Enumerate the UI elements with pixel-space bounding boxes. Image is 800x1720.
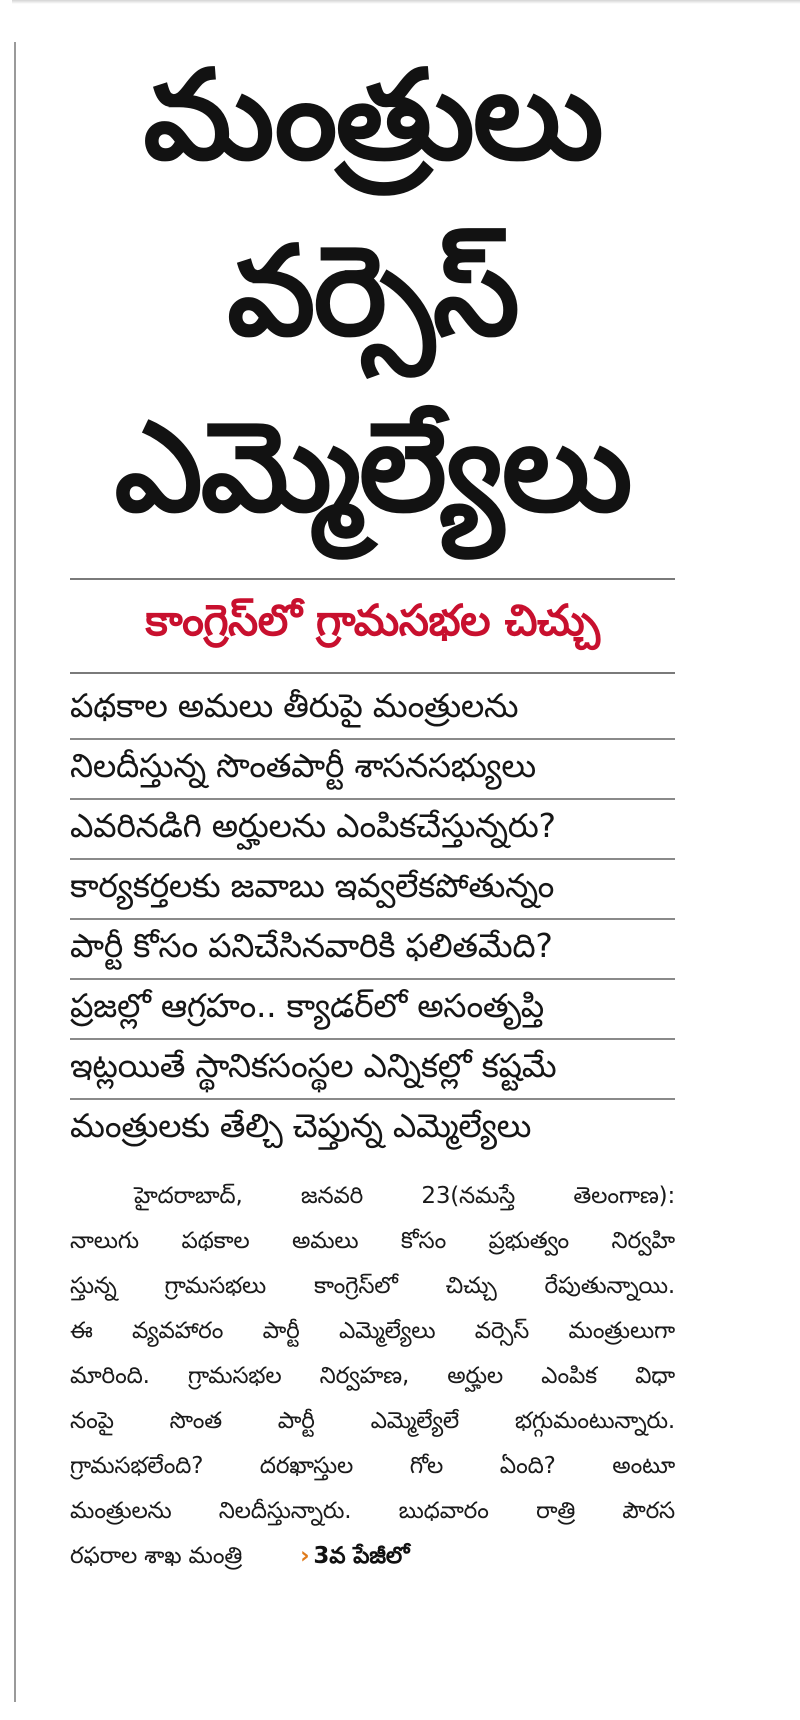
deck-line: పార్టీ కోసం పనిచేసినవారికి ఫలితమేది? [70,920,675,980]
continue-jump-link[interactable] [300,1534,409,1579]
deck-line: ప్రజల్లో ఆగ్రహం.. క్యాడర్‌లో అసంతృప్తి [70,980,675,1040]
continue-label: 3వ పేజీలో [313,1543,410,1569]
deck-line: పథకాల అమలు తీరుపై మంత్రులను [70,680,675,740]
headline-line-3: ఎమ్మెల్యేలు [114,396,631,540]
deck-line: ఇట్లయితే స్థానికసంస్థల ఎన్నికల్లో కష్టమే [70,1040,675,1100]
headline-line-2: వర్సెస్ [227,220,518,364]
kicker-subheadline: కాంగ్రెస్‌లో గ్రామసభల చిచ్చు [145,596,600,646]
headline-line-1: మంత్రులు [143,44,602,188]
kicker-band [70,578,675,674]
body-text [70,1174,675,1579]
body-line: నంపై సొంత పార్టీ ఎమ్మెల్యేలే భగ్గుమంటున్నారు. [70,1408,675,1434]
body-last-text: రఫరాల శాఖ మంత్రి [70,1543,243,1569]
deck-line: ఎవరినడిగి అర్హులను ఎంపికచేస్తున్నరు? [70,800,675,860]
deck-line: మంత్రులకు తేల్చి చెప్తున్న ఎమ్మెల్యేలు [70,1105,532,1145]
page-top-edge [12,0,800,4]
body-line: మారింది. గ్రామసభల నిర్వహణ, అర్హుల ఎంపిక విధా [70,1363,675,1389]
body-line-dateline: హైదరాబాద్, జనవరి 23(నమస్తే తెలంగాణ): [134,1183,675,1209]
deck-line: నిలదీస్తున్న సొంతపార్టీ శాసనసభ్యులు [70,740,675,800]
news-article [70,28,675,1688]
body-line: నాలుగు పథకాల అమలు కోసం ప్రభుత్వం నిర్వహి [70,1228,675,1254]
body-line: స్తున్న గ్రామసభలు కాంగ్రెస్‌లో చిచ్చు రేపుతున్నాయి. [70,1273,675,1299]
column-rule [14,42,16,1702]
body-line: ఈ వ్యవహారం పార్టీ ఎమ్మెల్యేలు వర్సెస్ మంత్రులుగా [70,1318,675,1344]
body-line: గ్రామసభలేంది? దరఖాస్తుల గోల ఏంది? అంటూ [70,1453,675,1479]
deck-lines [70,680,675,1158]
chevron-right-icon: › [300,1543,310,1569]
body-line: మంత్రులను నిలదీస్తున్నారు. బుధవారం రాత్రి పౌరస [70,1498,675,1524]
body-line-final [70,1534,675,1579]
headline [70,28,675,556]
deck-line: కార్యకర్తలకు జవాబు ఇవ్వలేకపోతున్నం [70,860,675,920]
